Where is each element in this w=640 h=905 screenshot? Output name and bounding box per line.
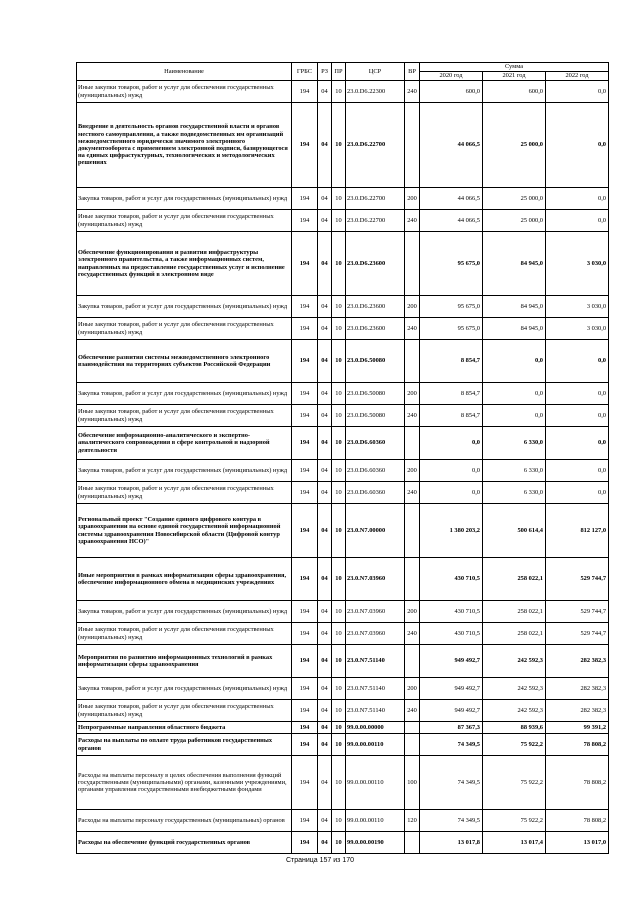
row-csr: 99.0.00.00110	[346, 734, 405, 756]
row-rz: 04	[318, 103, 332, 188]
row-sum-2020: 74 349,5	[420, 810, 483, 832]
row-rz: 04	[318, 383, 332, 405]
row-pr: 10	[332, 810, 346, 832]
row-grbs: 194	[292, 558, 318, 601]
row-rz: 04	[318, 232, 332, 296]
col-header-pr: ПР	[332, 63, 346, 81]
row-vr	[405, 504, 420, 558]
row-sum-2020: 0,0	[420, 482, 483, 504]
row-pr: 10	[332, 103, 346, 188]
row-name: Закупка товаров, работ и услуг для государственных (муниципальных) нужд	[77, 601, 292, 623]
row-grbs: 194	[292, 645, 318, 678]
row-name: Расходы на выплаты по оплате труда работников государственных органов	[77, 734, 292, 756]
row-vr	[405, 427, 420, 460]
row-sum-2022: 13 017,0	[546, 832, 609, 854]
row-csr: 99.0.00.00000	[346, 722, 405, 734]
row-pr: 10	[332, 318, 346, 340]
row-vr: 240	[405, 482, 420, 504]
row-sum-2020: 44 066,5	[420, 210, 483, 232]
row-sum-2021: 600,0	[483, 81, 546, 103]
row-sum-2022: 3 030,0	[546, 318, 609, 340]
row-grbs: 194	[292, 756, 318, 810]
row-rz: 04	[318, 700, 332, 722]
row-grbs: 194	[292, 678, 318, 700]
row-sum-2022: 0,0	[546, 482, 609, 504]
row-csr: 99.0.00.00190	[346, 832, 405, 854]
row-sum-2020: 8 854,7	[420, 405, 483, 427]
table-row	[77, 810, 609, 832]
table-row	[77, 645, 609, 678]
row-vr	[405, 558, 420, 601]
row-sum-2021: 500 614,4	[483, 504, 546, 558]
row-pr: 10	[332, 734, 346, 756]
row-pr: 10	[332, 81, 346, 103]
row-sum-2022: 0,0	[546, 383, 609, 405]
row-pr: 10	[332, 405, 346, 427]
row-sum-2020: 600,0	[420, 81, 483, 103]
row-sum-2021: 75 922,2	[483, 810, 546, 832]
row-grbs: 194	[292, 383, 318, 405]
row-pr: 10	[332, 482, 346, 504]
row-grbs: 194	[292, 296, 318, 318]
table-row	[77, 427, 609, 460]
row-grbs: 194	[292, 318, 318, 340]
row-sum-2020: 0,0	[420, 427, 483, 460]
row-name: Расходы на обеспечение функций государственных органов	[77, 832, 292, 854]
row-sum-2022: 78 808,2	[546, 756, 609, 810]
row-sum-2020: 13 017,8	[420, 832, 483, 854]
col-header-csr: ЦСР	[346, 63, 405, 81]
row-sum-2020: 8 854,7	[420, 340, 483, 383]
table-row	[77, 623, 609, 645]
row-vr	[405, 103, 420, 188]
table-row	[77, 383, 609, 405]
row-sum-2022: 0,0	[546, 210, 609, 232]
row-name: Иные закупки товаров, работ и услуг для обеспечения государственных (муниципальных) нужд	[77, 318, 292, 340]
row-name: Закупка товаров, работ и услуг для государственных (муниципальных) нужд	[77, 296, 292, 318]
row-sum-2021: 258 022,1	[483, 601, 546, 623]
row-sum-2020: 430 710,5	[420, 558, 483, 601]
row-sum-2020: 949 492,7	[420, 678, 483, 700]
row-sum-2021: 258 022,1	[483, 623, 546, 645]
row-sum-2021: 6 330,0	[483, 460, 546, 482]
row-grbs: 194	[292, 210, 318, 232]
row-vr	[405, 340, 420, 383]
row-csr: 23.0.D6.23600	[346, 296, 405, 318]
row-rz: 04	[318, 460, 332, 482]
row-sum-2021: 25 000,0	[483, 188, 546, 210]
row-name: Региональный проект "Создание единого цифрового контура в здравоохранении на основе единой государственной информационной системы здравоохранения Новосибирской области (Цифровой контур здравоохранения НСО)"	[77, 504, 292, 558]
row-vr: 200	[405, 296, 420, 318]
row-csr: 23.0.N7.03960	[346, 558, 405, 601]
col-header-grbs: ГРБС	[292, 63, 318, 81]
row-csr: 23.0.N7.03960	[346, 623, 405, 645]
row-sum-2020: 95 675,0	[420, 296, 483, 318]
col-header-2022: 2022 год	[546, 72, 609, 81]
row-rz: 04	[318, 601, 332, 623]
row-vr	[405, 722, 420, 734]
col-header-vr: ВР	[405, 63, 420, 81]
budget-table	[76, 62, 609, 854]
row-name: Закупка товаров, работ и услуг для государственных (муниципальных) нужд	[77, 678, 292, 700]
row-pr: 10	[332, 832, 346, 854]
row-pr: 10	[332, 756, 346, 810]
row-sum-2022: 78 808,2	[546, 810, 609, 832]
row-name: Иные закупки товаров, работ и услуг для обеспечения государственных (муниципальных) нужд	[77, 482, 292, 504]
row-grbs: 194	[292, 232, 318, 296]
table-row	[77, 504, 609, 558]
row-name: Мероприятия по развитию информационных технологий в рамках информатизации сферы здравоохранения	[77, 645, 292, 678]
row-rz: 04	[318, 318, 332, 340]
row-name: Расходы на выплаты персоналу в целях обеспечения выполнения функций государственными (муниципальными) органами, казенными учреждениями, органами управления государственными внебюджетными фондами	[77, 756, 292, 810]
row-rz: 04	[318, 504, 332, 558]
row-name: Непрограммные направления областного бюджета	[77, 722, 292, 734]
row-csr: 23.0.D6.50080	[346, 405, 405, 427]
row-vr: 200	[405, 678, 420, 700]
row-name: Закупка товаров, работ и услуг для государственных (муниципальных) нужд	[77, 460, 292, 482]
row-rz: 04	[318, 81, 332, 103]
row-csr: 23.0.N7.51140	[346, 678, 405, 700]
row-sum-2021: 84 945,0	[483, 318, 546, 340]
table-row	[77, 232, 609, 296]
row-grbs: 194	[292, 103, 318, 188]
row-grbs: 194	[292, 734, 318, 756]
row-sum-2021: 25 000,0	[483, 210, 546, 232]
row-csr: 23.0.D6.60360	[346, 460, 405, 482]
row-vr: 240	[405, 623, 420, 645]
row-rz: 04	[318, 623, 332, 645]
row-vr: 100	[405, 756, 420, 810]
row-sum-2021: 25 000,0	[483, 103, 546, 188]
row-sum-2021: 0,0	[483, 340, 546, 383]
row-name: Внедрение в деятельность органов государственной власти и органов местного самоуправления, а также подведомственных им организаций межведомственного юридически значимого электронного документооборота с применением электронной подписи, базирующегося на единых цифрастуктурных, технологических и методологических решениях	[77, 103, 292, 188]
row-vr: 240	[405, 81, 420, 103]
row-sum-2022: 0,0	[546, 460, 609, 482]
row-rz: 04	[318, 558, 332, 601]
row-sum-2021: 6 330,0	[483, 482, 546, 504]
row-sum-2020: 430 710,5	[420, 601, 483, 623]
row-sum-2022: 529 744,7	[546, 623, 609, 645]
table-row	[77, 460, 609, 482]
row-name: Иные закупки товаров, работ и услуг для обеспечения государственных (муниципальных) нужд	[77, 81, 292, 103]
row-grbs: 194	[292, 405, 318, 427]
row-sum-2022: 0,0	[546, 405, 609, 427]
table-row	[77, 678, 609, 700]
row-vr	[405, 734, 420, 756]
row-sum-2021: 0,0	[483, 405, 546, 427]
row-sum-2020: 74 349,5	[420, 756, 483, 810]
table-row	[77, 756, 609, 810]
row-csr: 23.0.D6.50080	[346, 340, 405, 383]
row-sum-2021: 75 922,2	[483, 756, 546, 810]
row-sum-2021: 258 022,1	[483, 558, 546, 601]
row-sum-2021: 6 330,0	[483, 427, 546, 460]
row-pr: 10	[332, 722, 346, 734]
row-sum-2021: 242 592,3	[483, 700, 546, 722]
row-rz: 04	[318, 296, 332, 318]
row-vr: 240	[405, 210, 420, 232]
row-name: Обеспечение функционирования и развития инфраструктуры электронного правительства, а также информационных систем, направленных на предоставление государственных услуг и исполнение государственных функций в электронном виде	[77, 232, 292, 296]
row-rz: 04	[318, 482, 332, 504]
row-vr: 200	[405, 383, 420, 405]
row-sum-2021: 75 922,2	[483, 734, 546, 756]
table-row	[77, 601, 609, 623]
col-header-sum: Сумма	[420, 63, 609, 72]
page-number: Страница 157 из 170	[285, 857, 355, 864]
row-sum-2020: 87 367,3	[420, 722, 483, 734]
table-row	[77, 700, 609, 722]
row-csr: 23.0.D6.23600	[346, 232, 405, 296]
row-rz: 04	[318, 734, 332, 756]
row-pr: 10	[332, 188, 346, 210]
row-sum-2020: 95 675,0	[420, 232, 483, 296]
row-rz: 04	[318, 188, 332, 210]
row-pr: 10	[332, 678, 346, 700]
row-sum-2022: 529 744,7	[546, 558, 609, 601]
row-pr: 10	[332, 700, 346, 722]
row-name: Иные закупки товаров, работ и услуг для обеспечения государственных (муниципальных) нужд	[77, 700, 292, 722]
row-grbs: 194	[292, 700, 318, 722]
row-pr: 10	[332, 210, 346, 232]
row-pr: 10	[332, 558, 346, 601]
row-vr: 240	[405, 405, 420, 427]
row-grbs: 194	[292, 810, 318, 832]
row-vr	[405, 232, 420, 296]
row-name: Закупка товаров, работ и услуг для государственных (муниципальных) нужд	[77, 383, 292, 405]
row-vr: 200	[405, 601, 420, 623]
row-rz: 04	[318, 832, 332, 854]
row-rz: 04	[318, 340, 332, 383]
row-sum-2022: 78 808,2	[546, 734, 609, 756]
table-row	[77, 405, 609, 427]
row-csr: 23.0.D6.60360	[346, 482, 405, 504]
row-vr: 200	[405, 188, 420, 210]
row-rz: 04	[318, 810, 332, 832]
row-name: Иные мероприятия в рамках информатизации сферы здравоохранения, обеспечение информационного обмена в медицинских учреждениях	[77, 558, 292, 601]
row-grbs: 194	[292, 340, 318, 383]
table-row	[77, 103, 609, 188]
row-sum-2020: 949 492,7	[420, 645, 483, 678]
row-name: Обеспечение развития системы межведомственного электронного взаимодействия на территориях субъектов Российской Федерации	[77, 340, 292, 383]
row-rz: 04	[318, 427, 332, 460]
row-csr: 23.0.D6.22700	[346, 210, 405, 232]
row-name: Обеспечение информационно-аналитического и экспертно-аналитического сопровождения в сфере контрольной и надзорной деятельности	[77, 427, 292, 460]
row-sum-2020: 44 066,5	[420, 188, 483, 210]
row-csr: 23.0.D6.22700	[346, 103, 405, 188]
row-vr: 240	[405, 318, 420, 340]
row-rz: 04	[318, 405, 332, 427]
row-sum-2022: 0,0	[546, 188, 609, 210]
row-rz: 04	[318, 678, 332, 700]
table-row	[77, 81, 609, 103]
row-grbs: 194	[292, 623, 318, 645]
row-csr: 99.0.00.00110	[346, 756, 405, 810]
table-row	[77, 318, 609, 340]
table-row	[77, 340, 609, 383]
row-grbs: 194	[292, 81, 318, 103]
col-header-rz: РЗ	[318, 63, 332, 81]
row-vr: 120	[405, 810, 420, 832]
row-grbs: 194	[292, 188, 318, 210]
row-sum-2021: 242 592,3	[483, 645, 546, 678]
row-csr: 99.0.00.00110	[346, 810, 405, 832]
row-csr: 23.0.D6.60360	[346, 427, 405, 460]
row-pr: 10	[332, 232, 346, 296]
row-vr	[405, 645, 420, 678]
row-csr: 23.0.D6.22700	[346, 188, 405, 210]
row-sum-2021: 84 945,0	[483, 296, 546, 318]
col-header-2020: 2020 год	[420, 72, 483, 81]
row-csr: 23.0.N7.00000	[346, 504, 405, 558]
row-csr: 23.0.D6.23600	[346, 318, 405, 340]
row-sum-2022: 0,0	[546, 81, 609, 103]
row-sum-2022: 0,0	[546, 340, 609, 383]
row-vr: 200	[405, 460, 420, 482]
row-pr: 10	[332, 601, 346, 623]
row-sum-2022: 99 391,2	[546, 722, 609, 734]
row-pr: 10	[332, 504, 346, 558]
col-header-2021: 2021 год	[483, 72, 546, 81]
row-grbs: 194	[292, 601, 318, 623]
row-grbs: 194	[292, 482, 318, 504]
row-sum-2021: 0,0	[483, 383, 546, 405]
row-vr	[405, 832, 420, 854]
row-grbs: 194	[292, 722, 318, 734]
row-name: Иные закупки товаров, работ и услуг для обеспечения государственных (муниципальных) нужд	[77, 623, 292, 645]
table-row	[77, 558, 609, 601]
table-row	[77, 722, 609, 734]
row-sum-2022: 0,0	[546, 103, 609, 188]
table-row	[77, 210, 609, 232]
row-sum-2020: 8 854,7	[420, 383, 483, 405]
row-sum-2022: 3 030,0	[546, 232, 609, 296]
row-pr: 10	[332, 460, 346, 482]
row-sum-2022: 529 744,7	[546, 601, 609, 623]
row-sum-2021: 242 592,3	[483, 678, 546, 700]
row-csr: 23.0.N7.03960	[346, 601, 405, 623]
row-vr: 240	[405, 700, 420, 722]
row-pr: 10	[332, 427, 346, 460]
row-name: Закупка товаров, работ и услуг для государственных (муниципальных) нужд	[77, 188, 292, 210]
row-pr: 10	[332, 645, 346, 678]
row-grbs: 194	[292, 832, 318, 854]
table-row	[77, 296, 609, 318]
row-name: Иные закупки товаров, работ и услуг для обеспечения государственных (муниципальных) нужд	[77, 405, 292, 427]
table-row	[77, 188, 609, 210]
row-pr: 10	[332, 623, 346, 645]
row-rz: 04	[318, 756, 332, 810]
row-sum-2022: 282 382,3	[546, 700, 609, 722]
row-sum-2020: 95 675,0	[420, 318, 483, 340]
row-sum-2021: 88 939,6	[483, 722, 546, 734]
row-sum-2020: 1 380 203,2	[420, 504, 483, 558]
row-sum-2022: 3 030,0	[546, 296, 609, 318]
row-grbs: 194	[292, 460, 318, 482]
row-sum-2022: 282 382,3	[546, 645, 609, 678]
row-csr: 23.0.D6.22300	[346, 81, 405, 103]
row-pr: 10	[332, 383, 346, 405]
row-sum-2022: 0,0	[546, 427, 609, 460]
table-row	[77, 832, 609, 854]
row-rz: 04	[318, 210, 332, 232]
row-sum-2020: 74 349,5	[420, 734, 483, 756]
row-sum-2020: 44 066,5	[420, 103, 483, 188]
row-name: Иные закупки товаров, работ и услуг для обеспечения государственных (муниципальных) нужд	[77, 210, 292, 232]
row-csr: 23.0.N7.51140	[346, 700, 405, 722]
row-sum-2021: 13 017,4	[483, 832, 546, 854]
row-pr: 10	[332, 296, 346, 318]
row-grbs: 194	[292, 427, 318, 460]
row-name: Расходы на выплаты персоналу государственных (муниципальных) органов	[77, 810, 292, 832]
col-header-name: Наименование	[77, 63, 292, 81]
row-sum-2020: 949 492,7	[420, 700, 483, 722]
row-sum-2022: 812 127,0	[546, 504, 609, 558]
row-csr: 23.0.D6.50080	[346, 383, 405, 405]
row-sum-2020: 430 710,5	[420, 623, 483, 645]
table-row	[77, 734, 609, 756]
row-sum-2022: 282 382,3	[546, 678, 609, 700]
row-csr: 23.0.N7.51140	[346, 645, 405, 678]
table-row	[77, 482, 609, 504]
row-sum-2020: 0,0	[420, 460, 483, 482]
row-rz: 04	[318, 645, 332, 678]
row-sum-2021: 84 945,0	[483, 232, 546, 296]
row-grbs: 194	[292, 504, 318, 558]
row-rz: 04	[318, 722, 332, 734]
row-pr: 10	[332, 340, 346, 383]
